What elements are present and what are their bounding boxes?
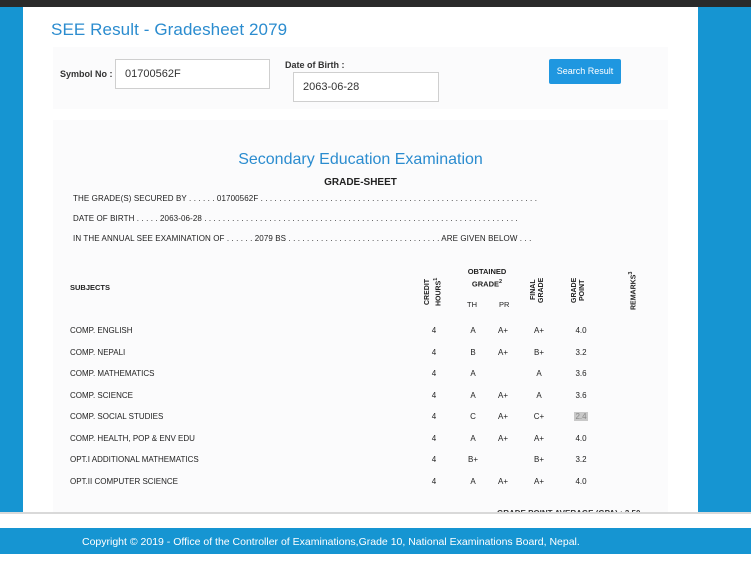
final-grade: A (536, 369, 542, 378)
final-grade: B+ (533, 348, 544, 357)
header-subjects: SUBJECTS (70, 283, 111, 292)
header-pr: PR (499, 300, 510, 309)
subject-name: COMP. SOCIAL STUDIES (70, 412, 164, 421)
grade-point: 4.0 (575, 326, 587, 335)
header-remarks: REMARKS$^3$ (628, 271, 638, 311)
th-grade: B (470, 348, 476, 357)
header-th: TH (467, 300, 477, 309)
credit-hours: 4 (431, 369, 437, 378)
search-panel (53, 47, 668, 109)
symbol-label: Symbol No : (60, 69, 113, 79)
pr-grade: A+ (497, 477, 508, 486)
grade-point: 3.6 (575, 391, 587, 400)
grade-point: 3.2 (575, 455, 587, 464)
grade-point: 4.0 (575, 434, 587, 443)
page-bottom-border (0, 512, 751, 514)
grade-point: 3.2 (575, 348, 587, 357)
th-grade: A (470, 434, 476, 443)
subject-name: OPT.I ADDITIONAL MATHEMATICS (70, 455, 199, 464)
copyright-text: Copyright © 2019 - Office of the Controller of Examinations,Grade 10, National Examinations Board, Nepal. (82, 536, 580, 548)
footer-gap (0, 512, 751, 528)
top-border (0, 0, 751, 7)
page-title: SEE Result - Gradesheet 2079 (51, 20, 288, 39)
th-grade: A (470, 369, 476, 378)
content-page (23, 7, 698, 514)
left-blue-margin (0, 7, 23, 512)
th-grade: A (470, 477, 476, 486)
info-line-symbol: THE GRADE(S) SECURED BY . . . . . . 01700562F . . . . . . . . . . . . . . . . . . . . . . . . . . . . . . . . . . . . . . . . . . . . . . . . . . . . . . . . . . . . (73, 194, 538, 203)
info-line-dob: DATE OF BIRTH . . . . . 2063-06-28 . . . . . . . . . . . . . . . . . . . . . . . . . . . . . . . . . . . . . . . . . . . . . . . . . . . . . . . . . . . . . . . . . . . . (73, 214, 518, 223)
header-final-grade: FINAL GRADE (530, 277, 545, 303)
grade-sheet-title: GRADE-SHEET (324, 177, 397, 188)
dob-input[interactable]: 2063-06-28 (293, 72, 439, 102)
info-line-exam: IN THE ANNUAL SEE EXAMINATION OF . . . . . . 2079 BS . . . . . . . . . . . . . . . . . . . . . . . . . . . . . . . . . ARE GIVEN BELOW . . . (73, 234, 532, 243)
header-grade-point: GRADE POINT (571, 277, 586, 303)
header-credit-hours: CREDIT HOURS$^1$ (424, 277, 443, 307)
pr-grade: A+ (497, 348, 508, 357)
subject-name: COMP. NEPALI (70, 348, 126, 357)
credit-hours: 4 (431, 391, 437, 400)
dob-label: Date of Birth : (285, 60, 345, 70)
credit-hours: 4 (431, 477, 437, 486)
grade-point-highlighted: 2.4 (575, 412, 587, 421)
th-grade: A (470, 391, 476, 400)
final-grade: B+ (533, 455, 544, 464)
credit-hours: 4 (431, 412, 437, 421)
credit-hours: 4 (431, 348, 437, 357)
th-grade: C (470, 412, 476, 421)
final-grade: A+ (533, 477, 544, 486)
pr-grade: A+ (497, 434, 508, 443)
final-grade: A (536, 391, 542, 400)
subject-name: OPT.II COMPUTER SCIENCE (70, 477, 179, 486)
search-result-button[interactable]: Search Result (549, 59, 621, 84)
subject-name: COMP. ENGLISH (70, 326, 133, 335)
subject-name: COMP. SCIENCE (70, 391, 133, 400)
pr-grade: A+ (497, 326, 508, 335)
final-grade: C+ (533, 412, 545, 421)
footer-bar (0, 528, 751, 554)
final-grade: A+ (533, 434, 544, 443)
final-grade: A+ (533, 326, 544, 335)
credit-hours: 4 (431, 455, 437, 464)
grade-point: 4.0 (575, 477, 587, 486)
th-grade: A (470, 326, 476, 335)
right-blue-margin (698, 7, 751, 512)
th-grade: B+ (467, 455, 478, 464)
grade-point: 3.6 (575, 369, 587, 378)
subject-name: COMP. HEALTH, POP & ENV EDU (70, 434, 195, 443)
pr-grade: A+ (497, 391, 508, 400)
subject-name: COMP. MATHEMATICS (70, 369, 155, 378)
credit-hours: 4 (431, 326, 437, 335)
symbol-input[interactable]: 01700562F (115, 59, 270, 89)
grade-sheet (53, 120, 668, 514)
header-obtained-grade: OBTAINED GRADE$^2$ (467, 267, 507, 289)
exam-title: Secondary Education Examination (238, 151, 483, 168)
pr-grade: A+ (497, 412, 508, 421)
credit-hours: 4 (431, 434, 437, 443)
